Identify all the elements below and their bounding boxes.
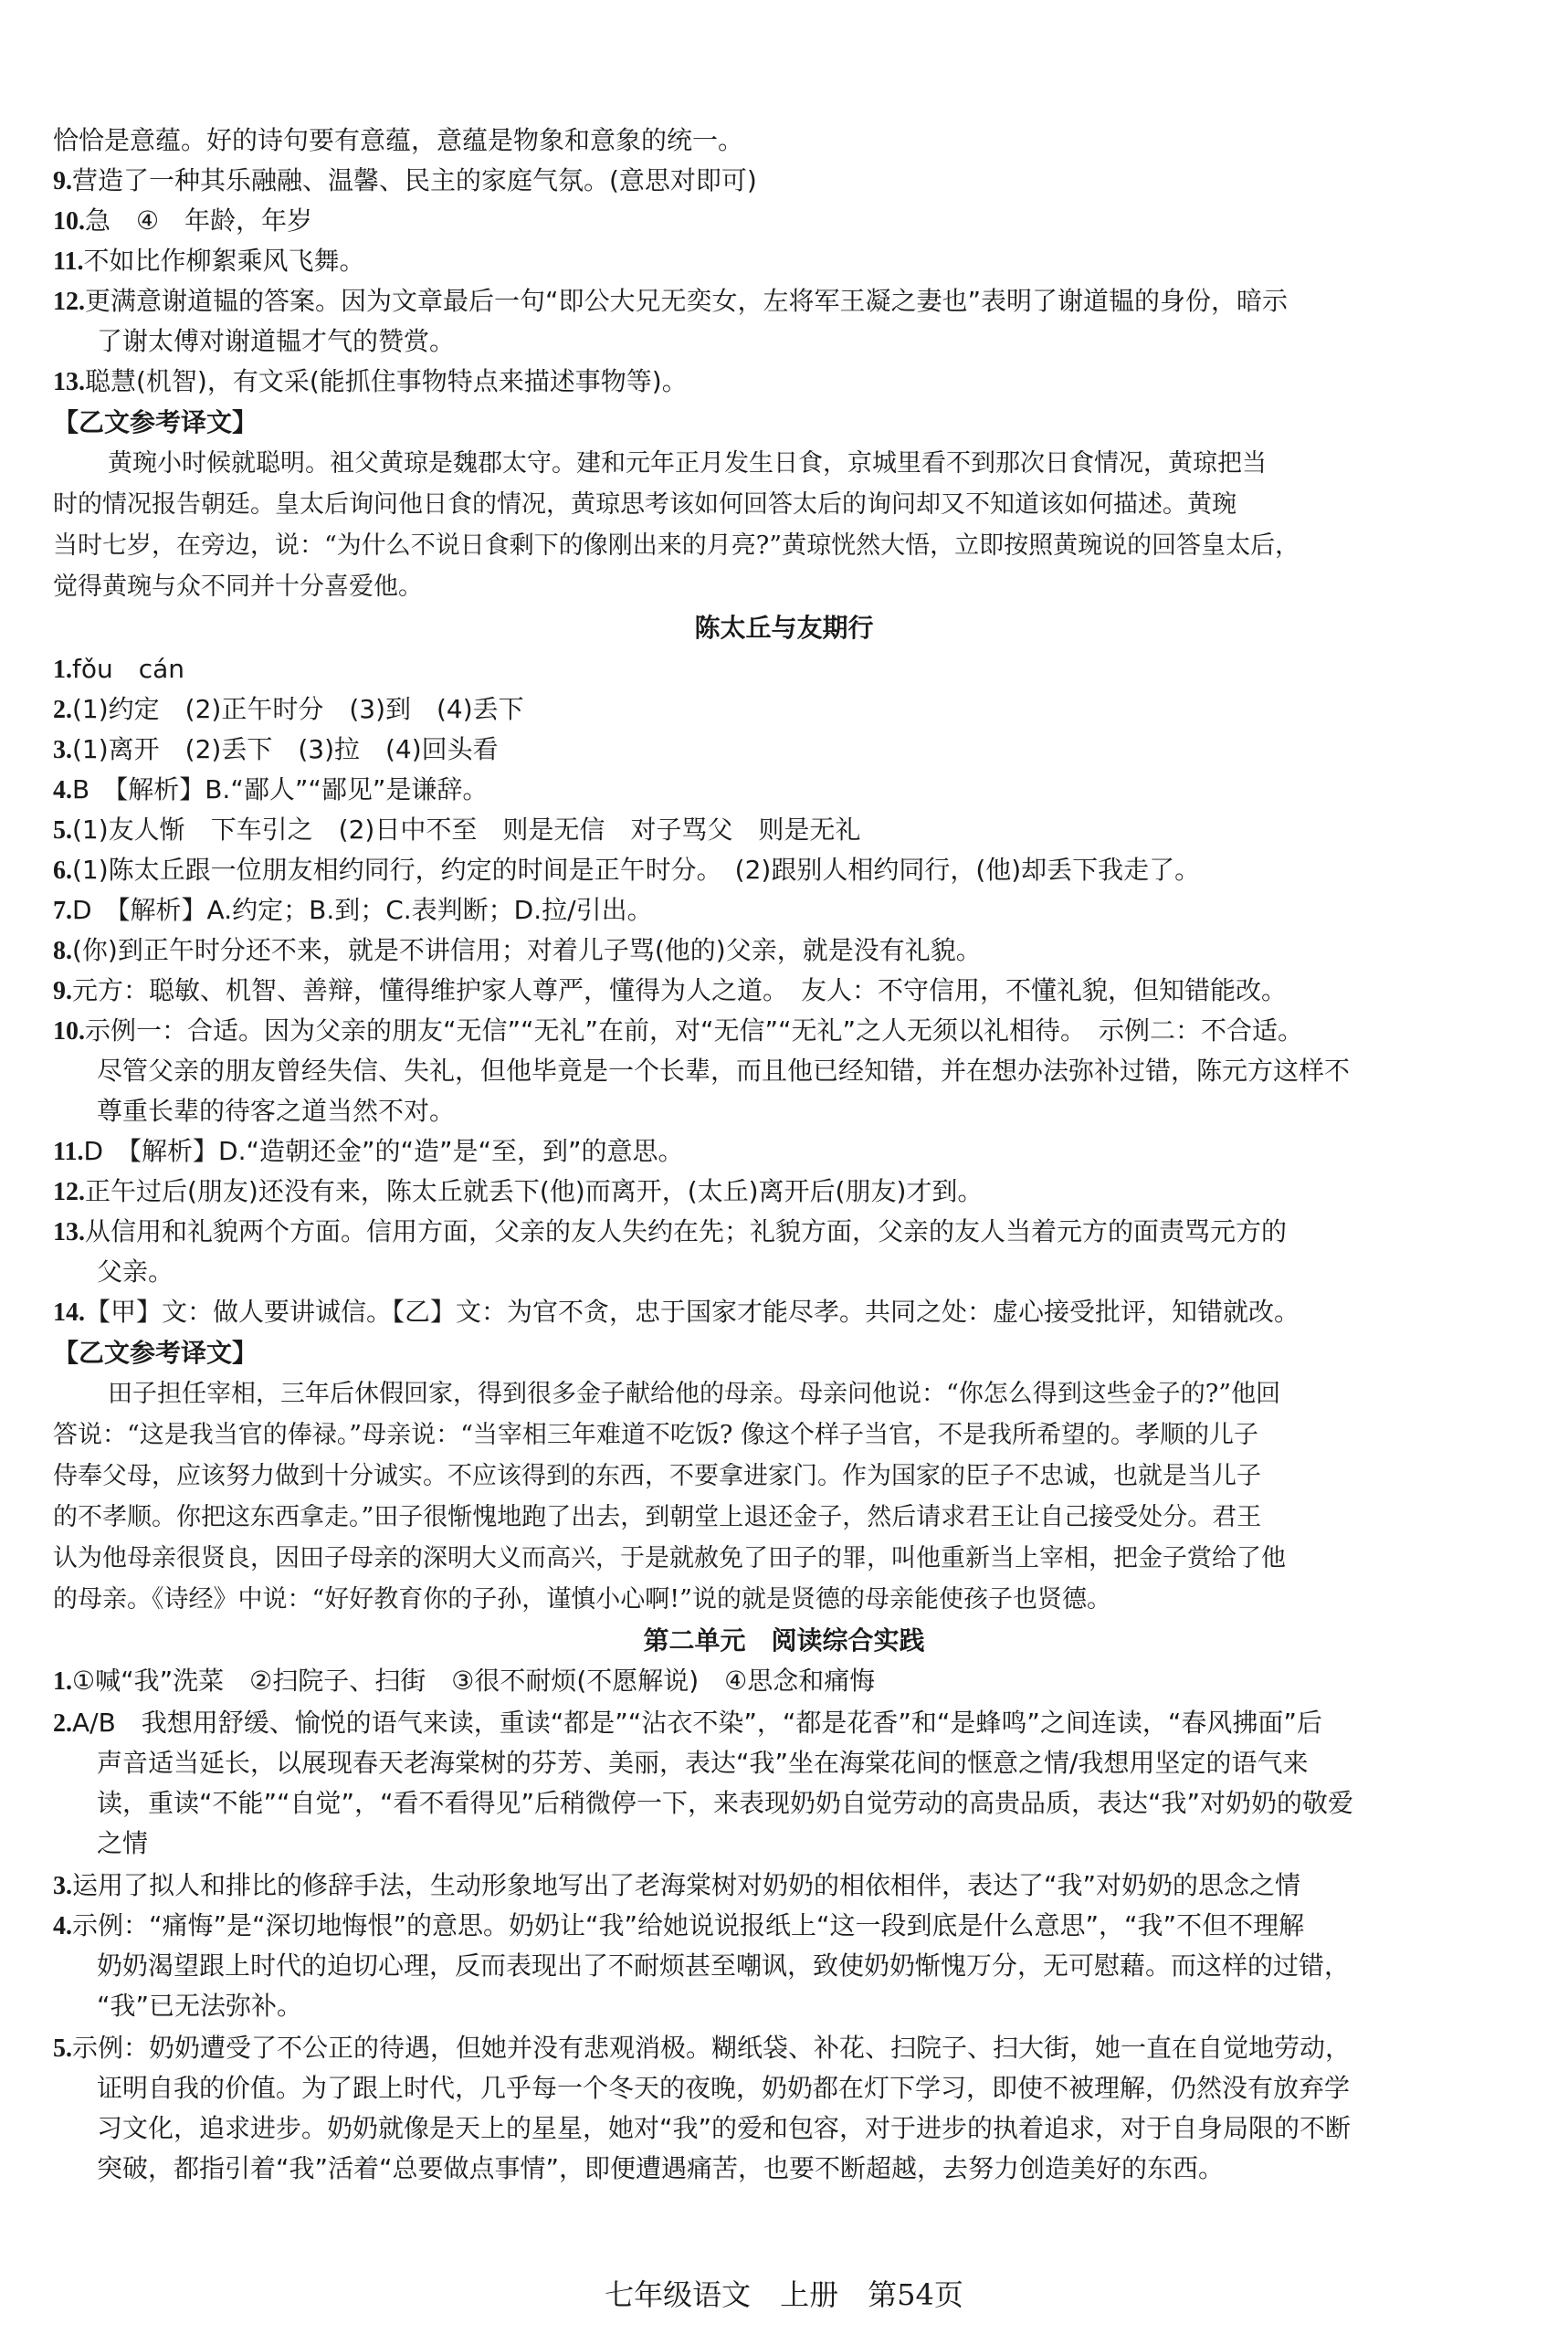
translation-line: 的不孝顺。你把这东西拿走。”田子很惭愧地跑了出去，到朝堂上退还金子，然后请求君王让自己接受处分。君王 (53, 1503, 1262, 1531)
answer-item: 4.示例：“痛悔”是“深切地悔恨”的意思。奶奶让“我”给她说说报纸上“这一段到底是什么意思”，“我”不但不理解 (53, 1910, 1305, 1940)
answer-item: 11.不如比作柳絮乘风飞舞。 (53, 246, 365, 276)
text-line: “我”已无法弥补。 (97, 1991, 303, 2021)
text-line: 声音适当延长，以展现春天老海棠树的芬芳、美丽，表达“我”坐在海棠花间的惬意之情/我想用坚定的语气来 (97, 1748, 1309, 1778)
answer-item: 8.(你)到正午时分还不来，就是不讲信用；对着儿子骂(他的)父亲，就是没有礼貌。 (53, 935, 982, 965)
answer-item: 12.正午过后(朋友)还没有来，陈太丘就丢下(他)而离开，(太丘)离开后(朋友)才到。 (53, 1176, 984, 1206)
answer-item: 1.fǒu cán (53, 654, 185, 684)
answer-item: 5.(1)友人惭 下车引之 (2)日中不至 则是无信 对子骂父 则是无礼 (53, 815, 861, 845)
lesson-title: 陈太丘与友期行 (694, 613, 874, 643)
text-line: 尊重长辈的待客之道当然不对。 (97, 1096, 456, 1126)
text-line: 之情 (97, 1828, 149, 1858)
text-line: 读，重读“不能”“自觉”，“看不看得见”后稍微停一下，来表现奶奶自觉劳动的高贵品质，表达“我”对奶奶的敬爱 (97, 1788, 1354, 1818)
page-footer: 七年级语文 上册 第54页 (605, 2277, 963, 2312)
answer-item: 9.元方：聪敏、机智、善辩，懂得维护家人尊严，懂得为人之道。 友人：不守信用，不懂礼貌，但知错能改。 (53, 975, 1288, 1005)
answer-item: 6.(1)陈太丘跟一位朋友相约同行，约定的时间是正午时分。 (2)跟别人相约同行，(他)却丢下我走了。 (53, 855, 1201, 885)
answer-item: 4.B 【解析】B.“鄙人”“鄙见”是谦辞。 (53, 774, 489, 804)
answer-item: 11.D 【解析】D.“造朝还金”的“造”是“至，到”的意思。 (53, 1136, 684, 1166)
translation-line: 的母亲。《诗经》中说：“好好教育你的子孙，谨慎小心啊!”说的就是贤德的母亲能使孩子也贤德。 (53, 1585, 1111, 1614)
translation-line: 侍奉父母，应该努力做到十分诚实。不应该得到的东西，不要拿进家门。作为国家的臣子不忠诚，也就是当儿子 (53, 1462, 1261, 1490)
text-line: 奶奶渴望跟上时代的迫切心理，反而表现出了不耐烦甚至嘲讽，致使奶奶惭愧万分，无可慰藉。而这样的过错， (97, 1950, 1351, 1981)
text-line: 恰恰是意蕴。好的诗句要有意蕴，意蕴是物象和意象的统一。 (53, 125, 744, 155)
answer-item: 13.聪慧(机智)，有文采(能抓住事物特点来描述事物等)。 (53, 366, 688, 396)
text-line: 习文化，追求进步。奶奶就像是天上的星星，她对“我”的爱和包容，对于进步的执着追求，对于自身局限的不断 (97, 2113, 1352, 2143)
answer-item: 1.①喊“我”洗菜 ②扫院子、扫街 ③很不耐烦(不愿解说) ④思念和痛悔 (53, 1666, 876, 1696)
answer-item: 2.A/B 我想用舒缓、愉悦的语气来读，重读“都是”“沾衣不染”，“都是花香”和“是蜂鸣”之间连读，“春风拂面”后 (53, 1708, 1322, 1738)
answer-item: 9.营造了一种其乐融融、温馨、民主的家庭气氛。(意思对即可) (53, 165, 757, 195)
translation-line: 黄琬小时候就聪明。祖父黄琼是魏郡太守。建和元年正月发生日食，京城里看不到那次日食情况，黄琼把当 (108, 449, 1267, 478)
answer-item: 10.示例一：合适。因为父亲的朋友“无信”“无礼”在前，对“无信”“无礼”之人无须以礼相待。 示例二：不合适。 (53, 1015, 1304, 1046)
text-line: 了谢太傅对谢道韫才气的赞赏。 (97, 326, 456, 356)
answer-item: 2.(1)约定 (2)正午时分 (3)到 (4)丢下 (53, 694, 524, 724)
answer-item: 12.更满意谢道韫的答案。因为文章最后一句“即公大兄无奕女，左将军王凝之妻也”表明了谢道韫的身份，暗示 (53, 286, 1289, 316)
unit-title: 第二单元 阅读综合实践 (643, 1625, 925, 1656)
translation-line: 田子担任宰相，三年后休假回家，得到很多金子献给他的母亲。母亲问他说：“你怎么得到这些金子的?”他回 (108, 1380, 1281, 1408)
section-header: 【乙文参考译文】 (53, 1338, 258, 1368)
answer-item: 3.运用了拟人和排比的修辞手法，生动形象地写出了老海棠树对奶奶的相依相伴，表达了“我”对奶奶的思念之情 (53, 1870, 1301, 1900)
section-header: 【乙文参考译文】 (53, 407, 258, 437)
answer-item: 5.示例：奶奶遭受了不公正的待遇，但她并没有悲观消极。糊纸袋、补花、扫院子、扫大街，她一直在自觉地劳动， (53, 2033, 1352, 2063)
answer-item: 10.急 ④ 年龄，年岁 (53, 205, 313, 236)
text-line: 突破，都指引着“我”活着“总要做点事情”，即便遭遇痛苦，也要不断超越，去努力创造美好的东西。 (97, 2153, 1225, 2183)
translation-line: 觉得黄琬与众不同并十分喜爱他。 (53, 573, 423, 601)
translation-line: 认为他母亲很贤良，因田子母亲的深明大义而高兴，于是就赦免了田子的罪，叫他重新当上宰相，把金子赏给了他 (53, 1544, 1286, 1572)
text-line: 父亲。 (97, 1256, 174, 1287)
answer-item: 7.D 【解析】A.约定；B.到；C.表判断；D.拉/引出。 (53, 895, 653, 925)
answer-item: 14.【甲】文：做人要讲诚信。【乙】文：为官不贪，忠于国家才能尽孝。共同之处：虚心接受批评，知错就改。 (53, 1297, 1300, 1327)
answer-item: 3.(1)离开 (2)丢下 (3)拉 (4)回头看 (53, 734, 499, 764)
translation-line: 答说：“这是我当官的俸禄。”母亲说：“当宰相三年难道不吃饭? 像这个样子当官，不是我所希望的。孝顺的儿子 (53, 1421, 1258, 1449)
text-line: 尽管父亲的朋友曾经失信、失礼，但他毕竟是一个长辈，而且他已经知错，并在想办法弥补过错，陈元方这样不 (97, 1056, 1351, 1086)
translation-line: 当时七岁，在旁边，说：“为什么不说日食剩下的像刚出来的月亮?”黄琼恍然大悟，立即按照黄琬说的回答皇太后， (53, 531, 1300, 560)
text-line: 证明自我的价值。为了跟上时代，几乎每一个冬天的夜晚，奶奶都在灯下学习，即使不被理解，仍然没有放弃学 (97, 2073, 1351, 2103)
answer-item: 13.从信用和礼貌两个方面。信用方面，父亲的友人失约在先；礼貌方面，父亲的友人当着元方的面责骂元方的 (53, 1216, 1288, 1246)
translation-line: 时的情况报告朝廷。皇太后询问他日食的情况，黄琼思考该如何回答太后的询问却又不知道该如何描述。黄琬 (53, 490, 1237, 519)
